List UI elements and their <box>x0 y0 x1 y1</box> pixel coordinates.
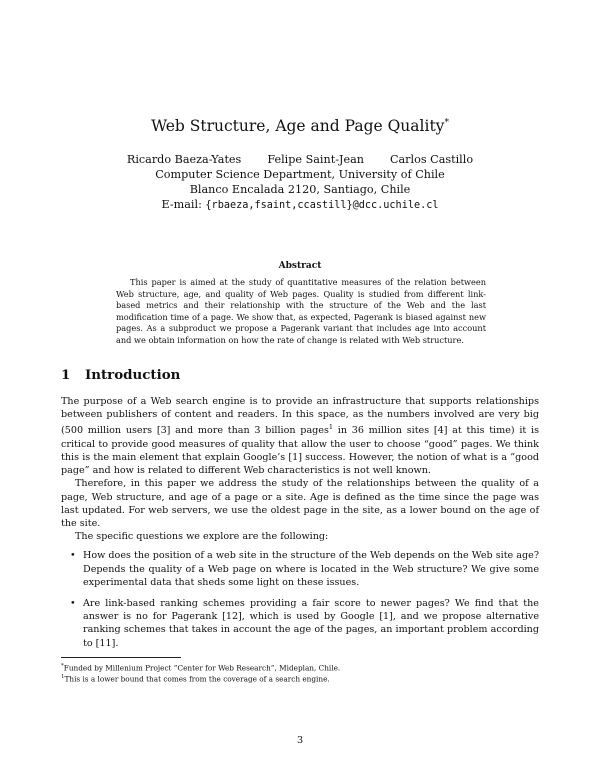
author-2: Felipe Saint-Jean <box>267 153 364 166</box>
footnote-text: This is a lower bound that comes from the coverage of a search engine. <box>64 674 330 684</box>
footnote-text: Funded by Millenium Project ”Center for Web Research”, Mideplan, Chile. <box>63 663 341 673</box>
bullet-icon: • <box>70 550 76 562</box>
list-item <box>61 549 539 589</box>
page-number: 3 <box>296 735 304 746</box>
footnote-marker: * <box>61 663 64 669</box>
paragraph-1-text-a: The purpose of a Web search engine is to provide an infrastructure that supports relationships between publishers of content and readers. In this space, as the numbers involved are very big (500 million users [3] and more than 3 billion pages <box>61 396 539 437</box>
paragraph-1 <box>61 395 539 477</box>
section-number: 1 <box>61 367 71 383</box>
footnote-divider <box>61 657 181 658</box>
email-line <box>0 197 600 213</box>
author-3: Carlos Castillo <box>389 153 474 166</box>
author-names <box>0 152 600 167</box>
paper-title <box>0 117 600 135</box>
section-title: Introduction <box>85 367 181 383</box>
bullet-icon: • <box>70 598 76 610</box>
question-list <box>61 549 539 649</box>
email-label: E-mail: <box>161 198 206 211</box>
list-item-text: How does the position of a web site in the structure of the Web depends on the Web site age? Depends the quality of a Web page on where is located in the Web structure? We give some experimental data that sheds some light on these issues. <box>83 550 539 588</box>
footnote-2 <box>61 672 539 684</box>
paragraph-1-text-b: in 36 million sites [4] at this time) it is critical to provide good measures of quality that allow the user to choose “good” pages. We think this is the main element that explain Google’s [1] success. However, the notion of what is a ”good page” and how is related to different Web characteristics is not well known. <box>61 425 539 477</box>
list-item <box>61 597 539 650</box>
abstract-heading: Abstract <box>278 261 322 271</box>
address: Blanco Encalada 2120, Santiago, Chile <box>189 183 411 196</box>
title-text: Web Structure, Age and Page Quality <box>151 117 445 135</box>
list-item-text: Are link-based ranking schemes providing a fair score to newer pages? We find that the answer is no for Pagerank [12], which is used by Google [1], and we propose alternative ranking schemes that takes in account the age of the pages, an important problem according to [11]. <box>83 598 539 649</box>
paragraph-2: Therefore, in this paper we address the study of the relationships between the quality of a page, Web structure, and age of a page or a site. Age is defined as the time since the page was last updated. For web servers, we use the oldest page in the site, as a lower bound on the age of the site. <box>61 478 539 530</box>
author-block <box>0 152 600 213</box>
footnote-marker: 1 <box>61 674 65 680</box>
footnote-ref-1: 1 <box>328 423 334 432</box>
email-address: {rbaeza,fsaint,ccastill}@dcc.uchile.cl <box>205 200 439 211</box>
paragraph-3: The specific questions we explore are the following: <box>75 531 329 543</box>
abstract-text: This paper is aimed at the study of quantitative measures of the relation between Web structure, age, and quality of Web pages. Quality is studied from different link-based metrics and their relationship with the structure of the Web and the last modification time of a page. We show that, as expected, Pagerank is biased against new pages. As a subproduct we propose a Pagerank variant that includes age into account and we obtain information on how the rate of change is related with Web structure. <box>116 277 486 345</box>
section-heading <box>61 367 180 383</box>
section-body <box>61 395 539 658</box>
affiliation: Computer Science Department, University of Chile <box>155 168 445 181</box>
title-footnote-marker: * <box>444 117 449 128</box>
author-1: Ricardo Baeza-Yates <box>126 153 242 166</box>
